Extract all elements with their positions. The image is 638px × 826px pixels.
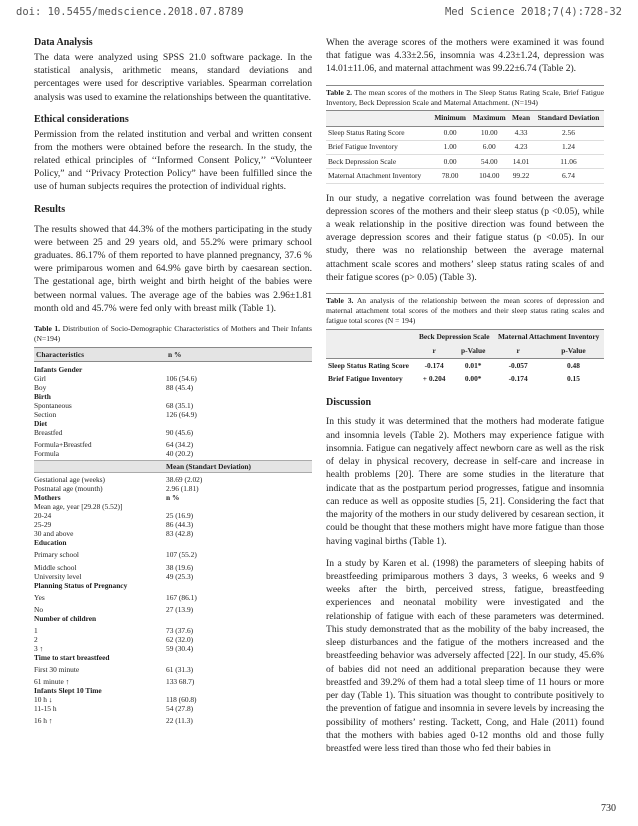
right-column: [326, 36, 604, 764]
table1-cell-value: [166, 392, 312, 401]
table1-cell-label: Birth: [34, 391, 51, 401]
table1-cell-value: 118 (60.8): [166, 694, 197, 704]
table1-cell-label: Postnatal age (mounth): [34, 484, 103, 494]
table3-cell: -0.174: [424, 360, 444, 370]
table1-cell-value: 133 68.7): [166, 676, 195, 686]
table2-header-row: [326, 111, 604, 126]
table1-row: [34, 614, 312, 623]
table3-sub-cell: p-Value: [543, 344, 604, 359]
paragraph-correlation: In our study, a negative correlation was found between the average depression scores of the mothers and their sleep status (p <0.05), while a weak relationship in the positive direction was found between the average depression scores and their fatigue status (p <0.05). In our study, there was no relationship between the average maternal attachment scale scores and mothers’ sleep status rating scales of and their fatigue scores (p> 0.05) (Table 3).: [326, 192, 604, 283]
table3-cell: -0.174: [508, 373, 528, 383]
table2-cell: 78.00: [431, 169, 469, 183]
table1-cell-value: [166, 502, 312, 511]
table1-cell-value: 22 (11.3): [166, 715, 193, 725]
paragraph-discussion-2: In a study by Karen et al. (1998) the parameters of sleeping habits of breastfeeding primiparous mothers 3 days, 3 weeks, 6 weeks and 9 weeks after the birth, perceived stress, fatigue, breastfeeding experiences and neonatal mobility were investigated and the relationship of fatigue with each of these parameters was determined. This study demonstrated that as the mobility of the baby increased, the sleep disturbances and the fatigue of the mothers increased and the breastfeeding behavior was adversely affected [22]. In our study, 45.6% of babies did not need an additional preparation because they were breastfed and 39.2% of them had a total sleep time of 11 hours or more per day (Table 1). This situation was thought to contribute positively to the prevention of fatigue and insomnia in severe levels by increasing the possibility of mothers’ resting. Tackett, Cong, and Hale (2011) found that the mothers with babies aged 0-12 months old and those fully breastfed were less tired than those who fed their babies in: [326, 557, 604, 755]
table3-caption-label: Table 3.: [326, 296, 354, 306]
table2-caption: [326, 85, 604, 108]
table1-row: [34, 581, 312, 590]
table1-row: [34, 484, 312, 493]
table1-cell-value: [166, 365, 312, 374]
doi-text: doi: 10.5455/medscience.2018.07.8789: [16, 6, 244, 18]
table1-row: [34, 520, 312, 529]
table3-group-row: [326, 329, 604, 344]
table2-cell: 14.01: [509, 155, 533, 169]
table1-cell-value: n %: [166, 493, 180, 503]
table1-header-row: [34, 347, 312, 362]
paragraph-data-analysis: The data were analyzed using SPSS 21.0 software package. In the statistical analysis, arithmetic means, standard deviations and percentages were used for descriptive variables. Spearman correlation analysis was used to examine the relationships between the quantitative.: [34, 51, 312, 103]
table3-group-beck: Beck Depression Scale: [415, 329, 493, 344]
table2-header-cell: Maximum: [469, 111, 509, 126]
table1-cell-value: [166, 581, 312, 590]
table1-cell-value: 90 (45.6): [166, 428, 194, 438]
table3-caption-text: An analysis of the relationship between the mean scores of depression and maternal attachment total scores of the mothers and their sleep status rating scales and fatigue total scores (N = 194): [326, 296, 604, 325]
table3-sub-cell: p-Value: [453, 344, 493, 359]
table1-cell-value: 38 (19.6): [166, 562, 194, 572]
section-title-results: Results: [34, 203, 66, 215]
table2-header-cell: [326, 111, 431, 126]
table3-cell: Sleep Status Rating Score: [328, 360, 409, 370]
table2-cell: 10.00: [469, 126, 509, 140]
table2-cell: 6.00: [469, 140, 509, 154]
table1-row: [34, 401, 312, 410]
table1-cell-value: 167 (86.1): [166, 592, 197, 602]
table1-cell-value: 64 (34.2): [166, 440, 194, 450]
table2-header-cell: Mean: [509, 111, 533, 126]
table1-row: [34, 686, 312, 695]
table1-caption-text: Distribution of Socio-Demographic Characteristics of Mothers and Their Infants (N=194): [34, 324, 312, 343]
table1-cell-label: Formula: [34, 449, 60, 459]
table3-cell: Brief Fatigue Inventory: [328, 373, 403, 383]
paragraph-results: The results showed that 44.3% of the mothers participating in the study were between 25 and 29 years old, and 55.2% were primary school graduates. 86.17% of them reported to have planned pregnancy, 37.6 % were primiparous women and 64.9% gave birth by caesarean section. The gestational age, birth weight and birth height of the babies were between normal values. The average age of the babies was 2.96±1.81 month old and 45.7% were fed only with breast milk (Table 1).: [34, 223, 312, 314]
table2-row: [326, 140, 604, 154]
table1-cell-value: 86 (44.3): [166, 520, 194, 530]
table1-cell-label: 30 and above: [34, 529, 74, 539]
table2-cell: 0.00: [431, 155, 469, 169]
table1-cell-value: 61 (31.3): [166, 664, 194, 674]
table3-cell: -0.057: [508, 360, 528, 370]
table1-cell-value: [166, 653, 312, 662]
table1-row: [34, 392, 312, 401]
table2-cell: Brief Fatigue Inventory: [326, 140, 431, 154]
table1-cell-label: Mothers: [34, 493, 61, 503]
table1-cell-label: Number of children: [34, 613, 97, 623]
table1-cell-value: 49 (25.3): [166, 571, 194, 581]
table1-cell-label: Formula+Breastfed: [34, 440, 92, 450]
table1-row: [34, 475, 312, 484]
table1-row: [34, 440, 312, 449]
table1-cell-value: 73 (37.6): [166, 625, 194, 635]
table1-row: [34, 635, 312, 644]
table1-cell-label: Middle school: [34, 562, 77, 572]
table1-row: [34, 653, 312, 662]
table1-cell-value: [166, 614, 312, 623]
table1-cell-label: Infants Slept 10 Time: [34, 685, 102, 695]
table3-cell: + 0.204: [422, 373, 446, 383]
table3-empty-cell: [326, 344, 415, 359]
table3-sub-cell: r: [493, 344, 543, 359]
table2-caption-label: Table 2.: [326, 87, 353, 97]
table1-row: [34, 502, 312, 511]
table1-cell-value: 40 (20.2): [166, 449, 194, 459]
table1-cell-label: 2: [34, 634, 38, 644]
table2: [326, 110, 604, 183]
table1-cell-value: 25 (16.9): [166, 511, 194, 521]
table1-row: [34, 665, 312, 674]
table1-cell-label: Girl: [34, 373, 46, 383]
table2-cell: Beck Depression Scale: [326, 155, 431, 169]
table1-cell-label: Yes: [34, 592, 45, 602]
table1-row: [34, 529, 312, 538]
table2-row: [326, 126, 604, 140]
table1-cell-value: [166, 686, 312, 695]
table1-cell-value: 83 (42.8): [166, 529, 194, 539]
table1-col-n: n %: [168, 349, 182, 359]
journal-citation: Med Science 2018;7(4):728-32: [444, 6, 622, 18]
table1-cell-label: Time to start breastfeed: [34, 652, 110, 662]
table1-row: [34, 383, 312, 392]
table1-cell-label: Mean age, year [29.28 (5.52)]: [34, 502, 123, 512]
table1-cell-label: Education: [34, 538, 67, 548]
table3-row: [326, 372, 604, 385]
table3-cell: 0.15: [567, 373, 580, 383]
table1-row: [34, 460, 312, 473]
table1-row: [34, 704, 312, 713]
table2-caption-text: The mean scores of the mothers in The Sleep Status Rating Scale, Brief Fatigue Inventory, Beck Depression Scale and Maternal Attachment. (N=194): [326, 87, 605, 107]
table1: [34, 347, 312, 725]
table2-header-cell: Standard Deviation: [533, 111, 604, 126]
table2-cell: 2.56: [533, 126, 604, 140]
table1-cell-label: Section: [34, 410, 57, 420]
table1-col-characteristics: Characteristics: [36, 349, 85, 359]
table1-cell-label: No: [34, 604, 44, 614]
table1-row: [34, 695, 312, 704]
table1-cell-label: 3 ↑: [34, 643, 44, 653]
table2-cell: 99.22: [509, 169, 533, 183]
table1-cell-label: 1: [34, 625, 38, 635]
table3-sub-cell: r: [415, 344, 453, 359]
table1-cell-label: Primary school: [34, 550, 79, 560]
table1-cell-label: 20-24: [34, 511, 52, 521]
table1-cell-value: 88 (45.4): [166, 382, 194, 392]
table2-header-cell: Minimum: [431, 111, 469, 126]
table2-cell: 54.00: [469, 155, 509, 169]
section-title-discussion: Discussion: [326, 396, 372, 408]
table1-cell-label: 11-15 h: [34, 703, 57, 713]
page-number: 730: [601, 803, 616, 814]
table2-cell: 104.00: [469, 169, 509, 183]
table1-row: [34, 563, 312, 572]
table1-cell-value: 59 (30.4): [166, 643, 194, 653]
table3-cell: 0.00*: [464, 373, 482, 383]
table3-caption: [326, 293, 604, 326]
paragraph-discussion-1: In this study it was determined that the mothers had moderate fatigue and insomnia levels (Table 2). Mothers may experience fatigue with insomnia. Fatigue can negatively affect newborn care as well as the risk of delay in physical recovery, decrease in self-care and increase in health problems [20]. There are some studies in the literature that indicate that as the postpartum period progresses, fatigue and insomnia can reduce as well as opposite studies [5, 21]. Considering the fact that the majority of the mothers in our study delivered by cesarean section, it could be thought that these mothers might have more fatigue than those having vaginal births (Table 1).: [326, 416, 604, 547]
table1-cell-label: 16 h ↑: [34, 715, 53, 725]
table2-cell: 0.00: [431, 126, 469, 140]
table1-row: [34, 374, 312, 383]
table2-cell: 6.74: [533, 169, 604, 183]
table1-row: [34, 419, 312, 428]
table2-cell: Maternal Attachment Inventory: [326, 169, 431, 183]
table1-cell-label: Diet: [34, 419, 48, 429]
table1-cell-value: 107 (55.2): [166, 550, 197, 560]
table2-cell: 1.00: [431, 140, 469, 154]
table1-caption-label: Table 1.: [34, 324, 61, 334]
section-title-data-analysis: Data Analysis: [34, 37, 93, 48]
table3-sub-row: [326, 344, 604, 359]
table1-row: [34, 428, 312, 437]
table3-cell: 0.01*: [464, 360, 482, 370]
table1-cell-value: 27 (13.9): [166, 604, 194, 614]
table3-group-maternal: Maternal Attachment Inventory: [493, 329, 604, 344]
table1-row: [34, 605, 312, 614]
table3-cell: 0.48: [567, 360, 580, 370]
table1-cell-label: 10 h ↓: [34, 694, 53, 704]
table1-cell-label: First 30 minute: [34, 664, 80, 674]
table2-cell: 4.33: [509, 126, 533, 140]
table1-cell-label: Spontaneous: [34, 401, 72, 411]
table2-row: [326, 155, 604, 169]
table1-cell-label: University level: [34, 571, 82, 581]
table1-cell-label: 25-29: [34, 520, 52, 530]
table1-cell-value: 126 (64.9): [166, 410, 197, 420]
table1-cell-label: 61 minute ↑: [34, 676, 70, 686]
table1-cell-label: [34, 462, 166, 471]
table1-row: [34, 365, 312, 374]
table1-row: [34, 716, 312, 725]
table1-cell-label: Planning Status of Pregnancy: [34, 580, 128, 590]
table3-empty-cell: [326, 329, 415, 344]
table1-cell-value: 62 (32.0): [166, 634, 194, 644]
table1-row: [34, 538, 312, 547]
paragraph-ethics: Permission from the related institution and verbal and written consent from the mothers were obtained before the research. In the study, the related ethical principles of ‘‘Informed Consent Policy,’’ “Volunteer Policy,” and ‘‘Privacy Protection Policy” have been fulfilled since the use of human subjects requires the protection of individual rights.: [34, 128, 312, 193]
section-title-ethics: Ethical considerations: [34, 113, 129, 125]
table1-row: [34, 677, 312, 686]
table1-row: [34, 644, 312, 653]
table2-cell: 1.24: [533, 140, 604, 154]
table1-row: [34, 511, 312, 520]
running-header: [16, 6, 622, 24]
table1-cell-value: [166, 538, 312, 547]
table1-caption: [34, 324, 312, 344]
table1-cell-label: Boy: [34, 382, 47, 392]
table1-cell-label: Gestational age (weeks): [34, 475, 106, 485]
table1-cell-value: 2.96 (1.81): [166, 484, 199, 494]
table1-cell-value: [166, 419, 312, 428]
table1-cell-value: Mean (Standart Deviation): [166, 462, 251, 472]
table1-cell-label: Infants Gender: [34, 364, 83, 374]
table3-row: [326, 359, 604, 373]
table1-row: [34, 593, 312, 602]
table2-cell: 4.23: [509, 140, 533, 154]
table1-cell-value: 68 (35.1): [166, 401, 194, 411]
paragraph-mean-scores: When the average scores of the mothers were examined it was found that fatigue was 4.33±2.56, insomnia was 4.23±1.24, depression was 14.01±11.06, and maternal attachment was 99.22±6.74 (Table 2).: [326, 37, 604, 75]
table1-cell-value: 54 (27.8): [166, 703, 194, 713]
table1-row: [34, 550, 312, 559]
table1-row: [34, 626, 312, 635]
left-column: [34, 36, 312, 725]
table1-cell-label: Breastfed: [34, 428, 63, 438]
table1-cell-value: 106 (54.6): [166, 373, 197, 383]
table1-row: [34, 572, 312, 581]
table2-row: [326, 169, 604, 183]
table1-row: [34, 493, 312, 502]
table2-cell: 11.06: [533, 155, 604, 169]
table1-row: [34, 449, 312, 458]
table3: [326, 329, 604, 386]
table1-row: [34, 410, 312, 419]
table2-cell: Sleep Status Rating Score: [326, 126, 431, 140]
table1-cell-value: 38.69 (2.02): [166, 475, 203, 485]
